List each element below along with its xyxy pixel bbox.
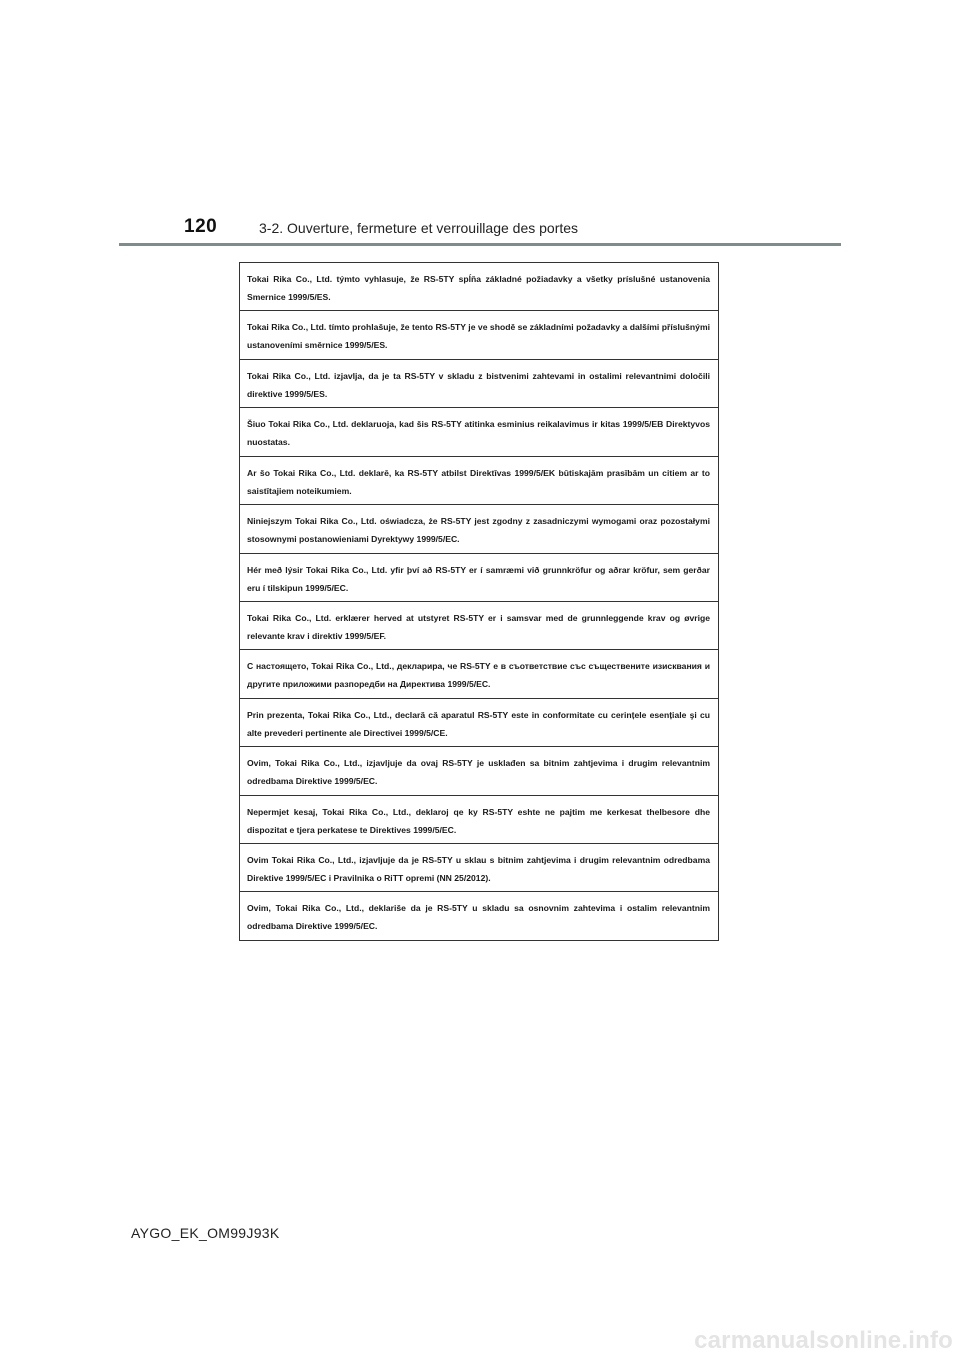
declaration-albanian: Nepermjet kesaj, Tokai Rika Co., Ltd., deklaroj qe ky RS-5TY eshte ne pajtim me kerkesat thelbesore dhe dispozitat e tjera perkatese te Direktives 1999/5/EC. bbox=[240, 796, 718, 844]
declaration-polish: Niniejszym Tokai Rika Co., Ltd. oświadcza, że RS-5TY jest zgodny z zasadniczymi wymogami oraz pozostałymi stosownymi postanowieniami Dyrektywy 1999/5/EC. bbox=[240, 505, 718, 553]
declaration-table bbox=[239, 262, 719, 941]
declaration-latvian: Ar šo Tokai Rika Co., Ltd. deklarē, ka RS-5TY atbilst Direktīvas 1999/5/EK būtiskajām prasībām un citiem ar to saistītajiem noteikumiem. bbox=[240, 457, 718, 505]
declaration-czech: Tokai Rika Co., Ltd. tímto prohlašuje, že tento RS-5TY je ve shodě se základními požadavky a dalšími příslušnými ustanoveními směrnice 1999/5/ES. bbox=[240, 311, 718, 359]
declaration-icelandic: Hér með lýsir Tokai Rika Co., Ltd. yfir því að RS-5TY er í samræmi við grunnkröfur og aðrar kröfur, sem gerðar eru í tilskipun 1999/5/EC. bbox=[240, 554, 718, 602]
section-title: 3-2. Ouverture, fermeture et verrouillage des portes bbox=[259, 220, 579, 236]
page-number: 120 bbox=[184, 216, 218, 237]
declaration-croatian: Ovim Tokai Rika Co., Ltd., izjavljuje da je RS-5TY u sklau s bitnim zahtjevima i drugim relevantnim odredbama Direktive 1999/5/EC i Pravilnika o RiTT opremi (NN 25/2012). bbox=[240, 844, 718, 892]
declaration-slovenian: Tokai Rika Co., Ltd. izjavlja, da je ta RS-5TY v skladu z bistvenimi zahtevami in ostalimi relevantnimi določili direktive 1999/5/ES. bbox=[240, 360, 718, 408]
header-rule bbox=[119, 243, 841, 246]
declaration-serbian: Ovim, Tokai Rika Co., Ltd., deklariše da je RS-5TY u skladu sa osnovnim zahtevima i ostalim relevantnim odredbama Direktive 1999/5/EC. bbox=[247, 903, 710, 932]
watermark: carmanualsonline.info bbox=[694, 1327, 953, 1354]
declaration-norwegian: Tokai Rika Co., Ltd. erklærer herved at utstyret RS-5TY er i samsvar med de grunnleggende krav og øvrige relevante krav i direktiv 1999/5/EF. bbox=[240, 602, 718, 650]
declaration-lithuanian: Šiuo Tokai Rika Co., Ltd. deklaruoja, kad šis RS-5TY atitinka esminius reikalavimus ir kitas 1999/5/EB Direktyvos nuostatas. bbox=[240, 408, 718, 456]
declaration-romanian: Prin prezenta, Tokai Rika Co., Ltd., declară că aparatul RS-5TY este in conformitate cu cerințele esențiale şi cu alte prevederi pertinente ale Directivei 1999/5/CE. bbox=[240, 699, 718, 747]
declaration-bosnian: Ovim, Tokai Rika Co., Ltd., izjavljuje da ovaj RS-5TY je usklađen sa bitnim zahtjevima i drugim relevantnim odredbama Direktive 1999/5/EC. bbox=[240, 747, 718, 795]
declaration-slovak: Tokai Rika Co., Ltd. týmto vyhlasuje, že RS-5TY spĺňa základné požiadavky a všetky príslušné ustanovenia Smernice 1999/5/ES. bbox=[240, 263, 718, 311]
declaration-bulgarian: С настоящето, Tokai Rika Co., Ltd., декларира, че RS-5TY е в съответствие със съществените изисквания и другите приложими разпоредби на Директива 1999/5/EC. bbox=[240, 650, 718, 698]
manual-code: AYGO_EK_OM99J93K bbox=[131, 1225, 280, 1241]
